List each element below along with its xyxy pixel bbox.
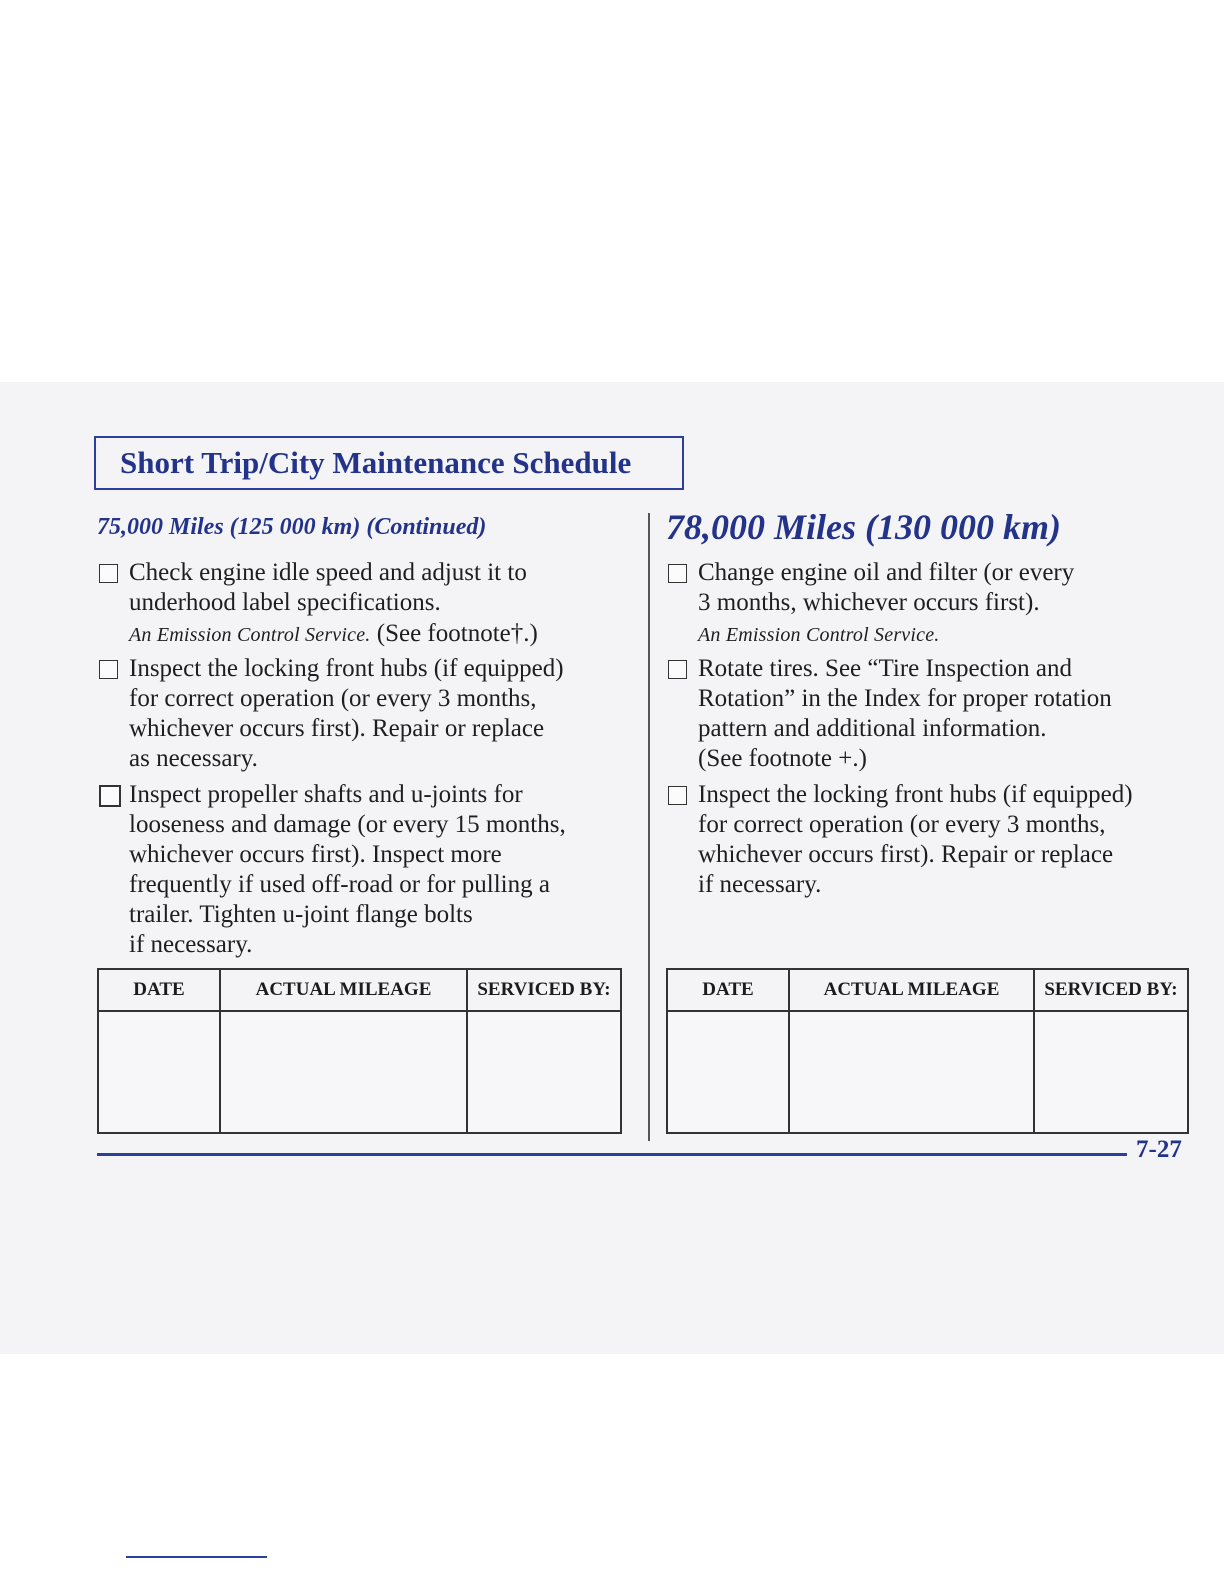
footnote-ref: (See footnote†.)	[370, 620, 538, 647]
right-section-heading: 78,000 Miles (130 000 km)	[666, 507, 1061, 547]
checkbox[interactable]	[99, 564, 118, 583]
date-cell[interactable]	[98, 1011, 220, 1133]
emission-note: An Emission Control Service.	[698, 624, 940, 646]
checkbox[interactable]	[668, 564, 687, 583]
item-line: looseness and damage (or every 15 months,	[129, 811, 566, 838]
date-cell[interactable]	[667, 1011, 789, 1133]
item-note	[698, 618, 1206, 651]
item-line: Rotation” in the Index for proper rotation	[698, 685, 1112, 712]
checkbox[interactable]	[668, 660, 687, 679]
item-line: (See footnote +.)	[698, 745, 867, 772]
schedule-title-box	[94, 436, 684, 490]
item-line: frequently if used off-road or for pulling a	[129, 871, 550, 898]
checklist-item	[666, 780, 1206, 900]
item-line: for correct operation (or every 3 months,	[698, 811, 1106, 838]
service-log-table	[97, 968, 622, 1134]
item-line: for correct operation (or every 3 months,	[129, 685, 537, 712]
serviced-by-header: SERVICED BY:	[467, 969, 621, 1011]
emission-note: An Emission Control Service.	[129, 624, 371, 646]
item-note	[129, 618, 637, 651]
item-line: if necessary.	[129, 931, 253, 958]
item-line: pattern and additional information.	[698, 715, 1047, 742]
serviced-by-cell[interactable]	[1034, 1011, 1188, 1133]
left-section-heading: 75,000 Miles (125 000 km) (Continued)	[97, 514, 487, 540]
checklist-item	[97, 654, 637, 774]
checkbox[interactable]	[99, 660, 118, 679]
bottom-rule	[126, 1556, 267, 1558]
item-line: underhood label specifications.	[129, 589, 441, 616]
item-line: Inspect the locking front hubs (if equipped)	[698, 781, 1133, 808]
checkbox[interactable]	[668, 786, 687, 805]
serviced-by-cell[interactable]	[467, 1011, 621, 1133]
item-line: Check engine idle speed and adjust it to	[129, 559, 527, 586]
date-header: DATE	[667, 969, 789, 1011]
date-header: DATE	[98, 969, 220, 1011]
item-line: whichever occurs first). Repair or replace	[129, 715, 545, 742]
item-line: Inspect the locking front hubs (if equipped)	[129, 655, 564, 682]
checklist-item	[666, 558, 1206, 651]
checklist-item	[97, 780, 637, 960]
item-line: Inspect propeller shafts and u-joints for	[129, 781, 523, 808]
item-line: if necessary.	[698, 871, 822, 898]
item-line: whichever occurs first). Inspect more	[129, 841, 502, 868]
serviced-by-header: SERVICED BY:	[1034, 969, 1188, 1011]
mileage-cell[interactable]	[220, 1011, 467, 1133]
item-line: trailer. Tighten u-joint flange bolts	[129, 901, 473, 928]
item-line: as necessary.	[129, 745, 258, 772]
item-line: whichever occurs first). Repair or replace	[698, 841, 1114, 868]
mileage-header: ACTUAL MILEAGE	[220, 969, 467, 1011]
item-line: Rotate tires. See “Tire Inspection and	[698, 655, 1072, 682]
item-line: 3 months, whichever occurs first).	[698, 589, 1040, 616]
checklist-item	[666, 654, 1206, 774]
checklist-item	[97, 558, 637, 651]
item-line: Change engine oil and filter (or every	[698, 559, 1075, 586]
footer-rule	[97, 1153, 1127, 1156]
schedule-title: Short Trip/City Maintenance Schedule	[120, 445, 632, 480]
mileage-cell[interactable]	[789, 1011, 1034, 1133]
checkbox[interactable]	[99, 785, 121, 807]
service-log-table	[666, 968, 1189, 1134]
mileage-header: ACTUAL MILEAGE	[789, 969, 1034, 1011]
column-divider	[648, 513, 650, 1141]
page-number: 7-27	[1136, 1136, 1182, 1163]
